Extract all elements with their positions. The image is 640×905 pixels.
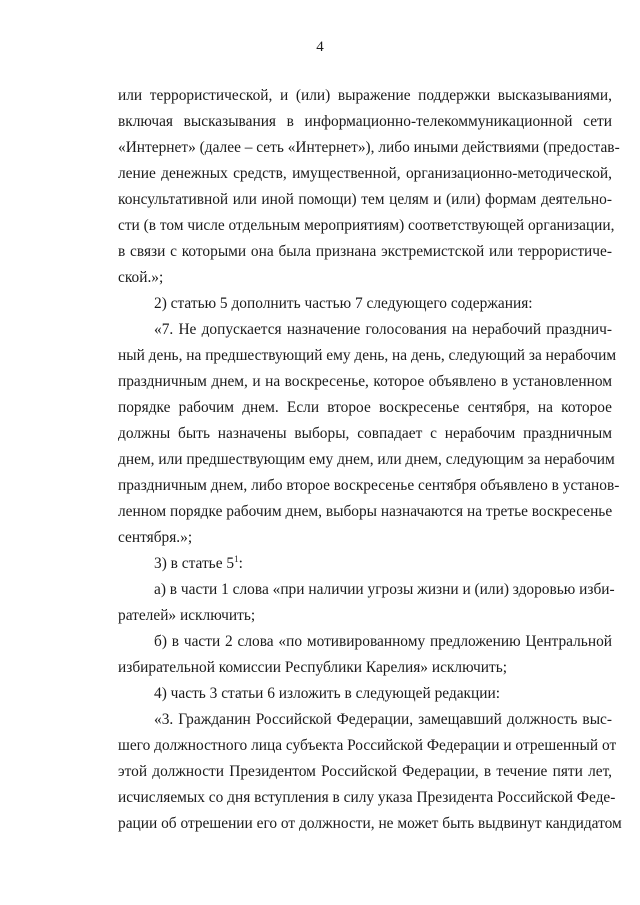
text-line: шего должностного лица субъекта Российской Федерации и отрешенный от: [118, 737, 617, 754]
item-4: 4) часть 3 статьи 6 изложить в следующей редакции:: [154, 685, 501, 702]
text-line: «3. Гражданин Российской Федерации, замещавший должность выс-: [154, 711, 612, 728]
text-line: или террористической, и (или) выражение поддержки высказываниями,: [118, 87, 612, 104]
text-line: рации об отрешении его от должности, не может быть выдвинут кандидатом: [118, 815, 622, 832]
text-line: включая высказывания в информационно-телекоммуникационной сети: [118, 113, 612, 130]
paragraph-part-7: [118, 317, 620, 551]
text-line: консультативной или иной помощи) тем целям и (или) формам деятельно-: [118, 191, 612, 208]
text-line: ление денежных средств, имущественной, организационно-методической,: [118, 165, 612, 182]
text-line: этой должности Президентом Российской Федерации, в течение пяти лет,: [118, 763, 612, 780]
paragraph-continuation: [118, 83, 620, 291]
item-2: 2) статью 5 дополнить частью 7 следующего содержания:: [154, 295, 533, 312]
text-line: избирательной комиссии Республики Карелия» исключить;: [118, 659, 507, 676]
text-line: сентября.»;: [118, 529, 193, 546]
text-line: б) в части 2 слова «по мотивированному предложению Центральной: [154, 633, 612, 650]
subitem-b: [118, 629, 612, 681]
item-3-colon: :: [238, 555, 243, 572]
text-line: должны быть назначены выборы, совпадает с нерабочим праздничным: [118, 425, 612, 442]
text-line: «Интернет» (далее – сеть «Интернет»), либо иными действиями (предостав-: [118, 139, 620, 156]
text-line: порядке рабочим днем. Если второе воскресенье сентября, на которое: [118, 399, 612, 416]
text-line: исчисляемых со дня вступления в силу указа Президента Российской Феде-: [118, 789, 616, 806]
text-line: рателей» исключить;: [118, 607, 256, 624]
text-line: праздничным днем, и на воскресенье, которое объявлено в установленном: [118, 373, 612, 390]
text-line: ный день, на предшествующий ему день, на день, следующий за нерабочим: [118, 347, 617, 364]
text-line: в связи с которыми она была признана экстремистской или террористиче-: [118, 243, 612, 260]
text-line: а) в части 1 слова «при наличии угрозы жизни и (или) здоровью изби-: [154, 581, 615, 598]
document-body: [118, 83, 622, 837]
text-line: днем, или предшествующим ему днем, или днем, следующим за нерабочим: [118, 451, 615, 468]
item-3: [118, 551, 612, 577]
paragraph-part-3: [118, 707, 622, 837]
page-number: 4: [316, 39, 324, 55]
text-line: ской.»;: [118, 269, 164, 286]
item-3-text: 3) в статье 5: [154, 555, 235, 572]
text-line: сти (в том числе отдельным мероприятиям) соответствующей организации,: [118, 217, 615, 234]
text-line: праздничным днем, либо второе воскресенье сентября объявлено в установ-: [118, 477, 620, 494]
text-line: ленном порядке рабочим днем, выборы назначаются на третье воскресенье: [118, 503, 613, 520]
text-line: «7. Не допускается назначение голосования на нерабочий празднич-: [154, 321, 612, 338]
subitem-a: [118, 577, 615, 629]
item-3-superscript: 1: [234, 553, 239, 564]
